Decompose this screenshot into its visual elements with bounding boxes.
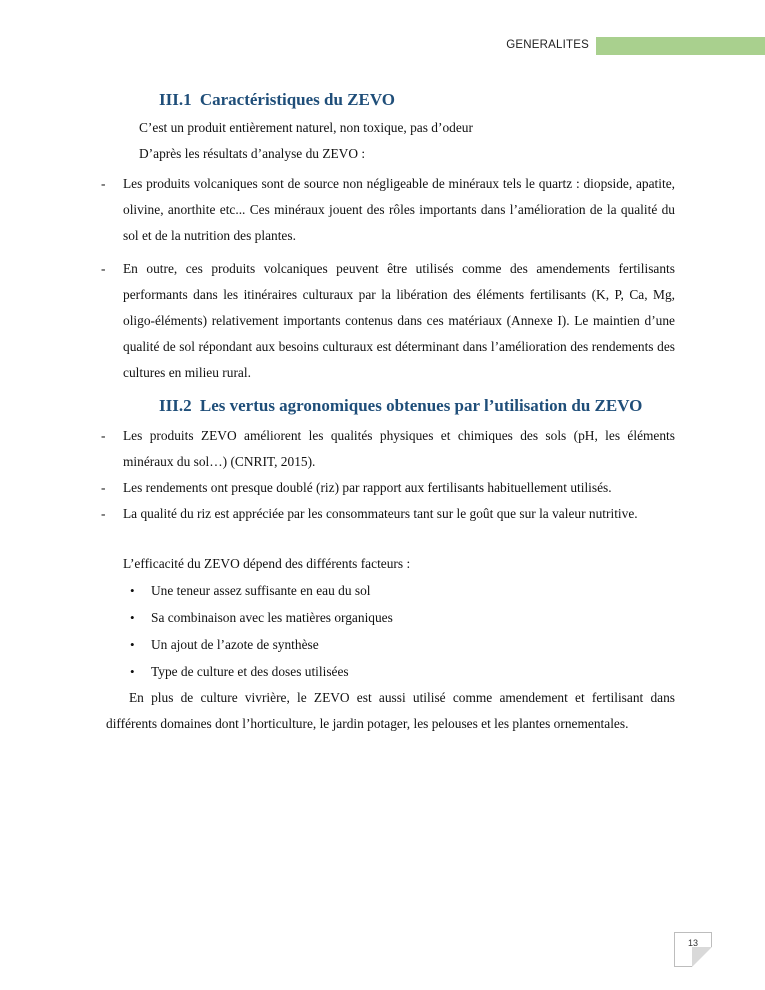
list-item: Les rendements ont presque doublé (riz) par rapport aux fertilisants habituellement utilisés. <box>123 480 612 495</box>
bullet-icon: • <box>130 637 135 652</box>
bullet-icon: • <box>130 583 135 598</box>
list-marker: - <box>101 480 106 495</box>
section-heading-agronomic-virtues <box>159 396 642 416</box>
list-marker: - <box>101 428 106 443</box>
intro-line-1: C’est un produit entièrement naturel, non toxique, pas d’odeur <box>139 120 473 135</box>
list-marker: - <box>101 261 106 276</box>
section-number: III.1 <box>159 90 192 109</box>
list-item: Une teneur assez suffisante en eau du sol <box>151 583 371 598</box>
list-item: Un ajout de l’azote de synthèse <box>151 637 319 652</box>
list-item: Type de culture et des doses utilisées <box>151 664 349 679</box>
list-item: Les produits volcaniques sont de source non négligeable de minéraux tels le quartz : diopside, apatite, olivine, anorthite etc... Ces minéraux jouent des rôles importants dans l’amélioration de la qualité du sol et de la nutrition des plantes. <box>123 176 675 243</box>
intro-line-2: D’après les résultats d’analyse du ZEVO : <box>139 146 366 161</box>
list-item: En outre, ces produits volcaniques peuvent être utilisés comme des amendements fertilisants performants dans les itinéraires culturaux par la libération des éléments fertilisants (K, P, Ca, Mg, oligo-éléments) relativement importants contenus dans ces matériaux (Annexe I). Le maintien d’une qualité de sol répondant aux besoins culturaux est déterminant dans l’amélioration des rendements des cultures en milieu rural. <box>123 261 675 380</box>
section-title: Les vertus agronomiques obtenues par l’utilisation du ZEVO <box>199 396 643 415</box>
closing-paragraph: En plus de culture vivrière, le ZEVO est aussi utilisé comme amendement et fertilisant dans différents domaines dont l’horticulture, le jardin potager, les pelouses et les plantes ornementales. <box>106 690 675 731</box>
list-item: Les produits ZEVO améliorent les qualités physiques et chimiques des sols (pH, les éléments minéraux du sol…) (CNRIT, 2015). <box>123 428 675 469</box>
list-item: La qualité du riz est appréciée par les consommateurs tant sur le goût que sur la valeur nutritive. <box>123 506 638 521</box>
list-item: Sa combinaison avec les matières organiques <box>151 610 393 625</box>
efficacy-intro: L’efficacité du ZEVO dépend des différents facteurs : <box>123 556 411 571</box>
section-heading-characteristics <box>159 90 395 110</box>
page-number-box <box>674 932 712 967</box>
section-title: Caractéristiques du ZEVO <box>199 90 396 109</box>
bullet-icon: • <box>130 664 135 679</box>
page-number: 13 <box>687 938 698 948</box>
list-marker: - <box>101 176 106 191</box>
bullet-icon: • <box>130 610 135 625</box>
section-number: III.2 <box>159 396 192 415</box>
list-marker: - <box>101 506 106 521</box>
header-accent-bar <box>596 37 765 55</box>
running-header-label: GENERALITES <box>506 39 589 51</box>
page-curl-icon <box>692 947 712 967</box>
